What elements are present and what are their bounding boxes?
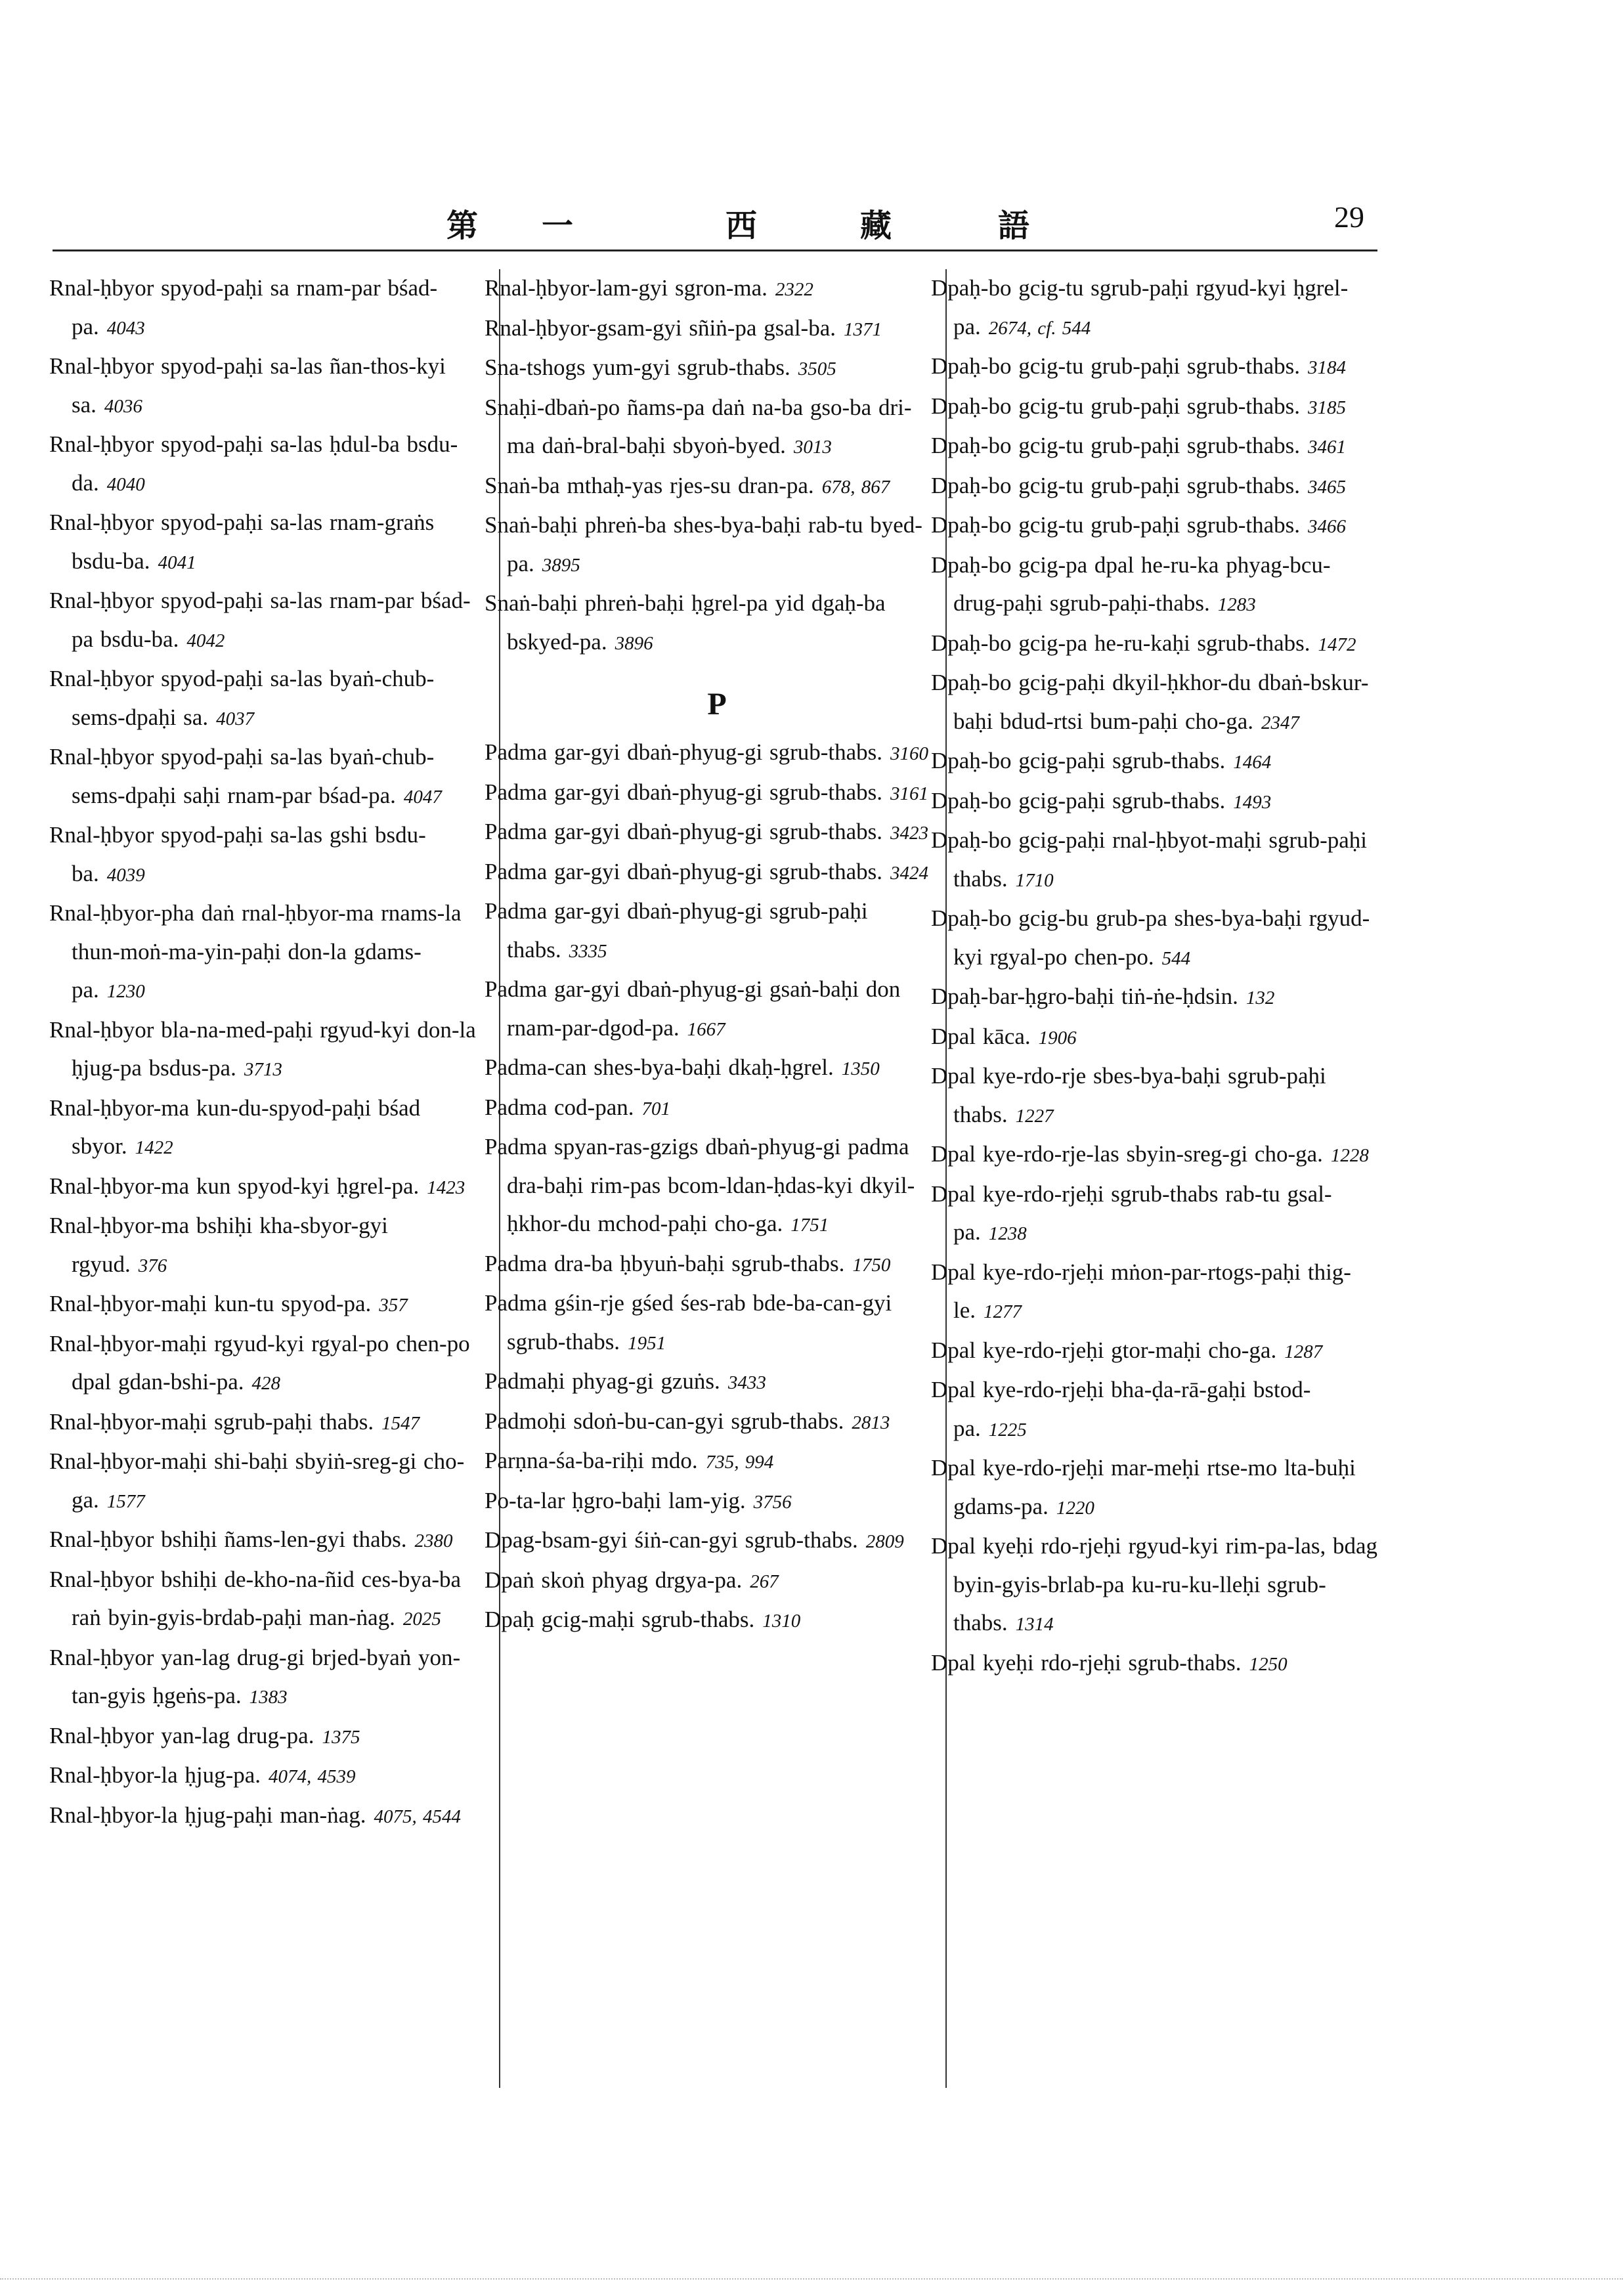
entry-reference-number: 1493 <box>1233 791 1272 813</box>
entry-reference-number: 3895 <box>542 554 580 576</box>
entry-reference-number: 3756 <box>753 1491 792 1513</box>
entry-reference-number: 3465 <box>1307 476 1346 498</box>
entry-title: Padma gar-gyi dbaṅ-phyug-gi sgrub-thabs. <box>485 739 883 765</box>
entry-reference-number: 1220 <box>1056 1497 1094 1519</box>
index-entry <box>485 1442 934 1482</box>
entry-reference-number: 428 <box>251 1373 280 1394</box>
entry-reference-number: 4042 <box>186 630 225 651</box>
index-entry <box>931 1018 1380 1058</box>
index-entry <box>485 733 934 773</box>
page-number: 29 <box>1334 200 1364 234</box>
index-entry <box>49 1796 483 1836</box>
index-entry <box>49 347 483 425</box>
running-head-char: 第 <box>446 207 479 244</box>
entry-title: Dpaḥ-bo gcig-tu grub-paḥi sgrub-thabs. <box>931 512 1300 538</box>
running-head-char: 西 <box>725 207 758 244</box>
index-entry <box>485 1089 934 1129</box>
index-entry <box>931 1644 1380 1684</box>
entry-reference-number: 4037 <box>216 708 255 729</box>
index-entry <box>49 1717 483 1757</box>
entry-title: Rnal-ḥbyor bshiḥi de-kho-na-ñid ces-bya-ba raṅ byin-gyis-brdab-paḥi man-ṅag. <box>49 1566 462 1630</box>
entry-title: Dpaḥ-bo gcig-tu sgrub-paḥi rgyud-kyi ḥgrel-pa. <box>931 275 1349 339</box>
entry-reference-number: 3161 <box>890 783 929 804</box>
scan-edge-dots <box>0 2278 1623 2281</box>
index-entry <box>931 742 1380 782</box>
index-column-3 <box>931 269 1380 2088</box>
index-entry <box>931 1371 1380 1449</box>
entry-title: Padma spyan-ras-gzigs dbaṅ-phyug-gi padma dra-baḥi rim-pas bcom-ldan-ḥdas-kyi dkyil-ḥkhor-du mchod-paḥi cho-ga. <box>485 1134 915 1236</box>
entry-reference-number: 2813 <box>852 1412 890 1433</box>
index-entry <box>485 389 934 467</box>
index-entry <box>931 1135 1380 1175</box>
entry-reference-number: 735, 994 <box>705 1452 774 1473</box>
entry-title: Rnal-ḥbyor-pha daṅ rnal-ḥbyor-ma rnams-la thun-moṅ-ma-yin-paḥi don-la gdams-pa. <box>49 900 462 1003</box>
entry-title: Padma-can shes-bya-baḥi dkaḥ-ḥgrel. <box>485 1054 834 1080</box>
entry-reference-number: 3433 <box>727 1372 766 1393</box>
index-entry <box>49 1089 483 1167</box>
entry-title: Rnal-ḥbyor spyod-paḥi sa-las ñan-thos-kyi sa. <box>49 353 446 418</box>
index-entry <box>49 1442 483 1521</box>
entry-title: Padmoḥi sdoṅ-bu-can-gyi sgrub-thabs. <box>485 1408 844 1434</box>
entry-reference-number: 1371 <box>843 318 882 340</box>
entry-reference-number: 1287 <box>1284 1341 1323 1362</box>
entry-title: Rnal-ḥbyor-ma kun spyod-kyi ḥgrel-pa. <box>49 1173 420 1199</box>
index-entry <box>49 1756 483 1796</box>
index-column-1 <box>49 269 483 2088</box>
entry-reference-number: 132 <box>1245 987 1275 1008</box>
index-entry <box>485 269 934 309</box>
entry-title: Padma dra-ba ḥbyuṅ-baḥi sgrub-thabs. <box>485 1250 845 1276</box>
index-entry <box>931 546 1380 624</box>
entry-title: Padma gar-gyi dbaṅ-phyug-gi sgrub-thabs. <box>485 819 883 844</box>
index-entry <box>485 1561 934 1601</box>
entry-title: Dpaḥ-bo gcig-tu grub-paḥi sgrub-thabs. <box>931 472 1300 498</box>
index-entry <box>49 582 483 660</box>
index-entry <box>49 1285 483 1325</box>
entry-title: Rnal-ḥbyor-maḥi sgrub-paḥi thabs. <box>49 1408 374 1435</box>
entry-reference-number: 1547 <box>381 1412 420 1434</box>
entry-reference-number: 1577 <box>106 1490 145 1512</box>
entry-title: Rnal-ḥbyor-lam-gyi sgron-ma. <box>485 275 768 301</box>
entry-reference-number: 3013 <box>793 437 832 458</box>
entry-title: Rnal-ḥbyor yan-lag drug-pa. <box>49 1722 314 1748</box>
entry-title: Padma cod-pan. <box>485 1094 634 1120</box>
index-entry <box>49 504 483 582</box>
entry-reference-number: 3896 <box>615 632 653 654</box>
entry-title: Rnal-ḥbyor-gsam-gyi sñiṅ-pa gsal-ba. <box>485 314 836 341</box>
entry-title: Po-ta-lar ḥgro-baḥi lam-yig. <box>485 1487 746 1513</box>
entry-title: Dpaḥ-bo gcig-paḥi sgrub-thabs. <box>931 787 1226 813</box>
index-entry <box>485 1245 934 1285</box>
index-column-2 <box>485 269 934 2088</box>
entry-title: Rnal-ḥbyor-la ḥjug-pa. <box>49 1762 261 1788</box>
entry-reference-number: 4040 <box>106 473 145 495</box>
index-entry <box>49 269 483 347</box>
index-entry <box>49 1403 483 1443</box>
index-entry <box>931 821 1380 899</box>
index-entry <box>485 1128 934 1245</box>
index-entry <box>931 467 1380 507</box>
entry-title: Dpag-bsam-gyi śiṅ-can-gyi sgrub-thabs. <box>485 1527 858 1553</box>
index-entry <box>49 660 483 738</box>
entry-title: Dpaḥ-bo gcig-tu grub-paḥi sgrub-thabs. <box>931 353 1300 379</box>
entry-title: Rnal-ḥbyor spyod-paḥi sa-las byaṅ-chub-sems-dpaḥi saḥi rnam-par bśad-pa. <box>49 744 435 808</box>
entry-reference-number: 3185 <box>1307 397 1346 418</box>
entry-title: Rnal-ḥbyor bla-na-med-paḥi rgyud-kyi don-la ḥjug-pa bsdus-pa. <box>49 1016 476 1081</box>
index-entry <box>931 1253 1380 1332</box>
entry-reference-number: 1277 <box>984 1301 1022 1322</box>
entry-title: Dpal kyeḥi rdo-rjeḥi rgyud-kyi rim-pa-las, bdag byin-gyis-brlab-pa ku-ru-ku-lleḥi sgrub-thabs. <box>931 1533 1378 1635</box>
entry-reference-number: 1283 <box>1217 594 1256 615</box>
entry-reference-number: 1227 <box>1015 1105 1054 1127</box>
entry-title: Dpal kye-rdo-rje sbes-bya-baḥi sgrub-paḥi thabs. <box>931 1063 1326 1127</box>
entry-reference-number: 4036 <box>104 395 142 417</box>
index-entry <box>931 269 1380 347</box>
running-head-char: 藏 <box>860 207 892 244</box>
entry-reference-number: 3335 <box>569 940 607 962</box>
entry-reference-number: 1464 <box>1233 752 1272 773</box>
entry-title: Dpaḥ-bo gcig-bu grub-pa shes-bya-baḥi rgyud-kyi rgyal-po chen-po. <box>931 905 1370 970</box>
index-entry <box>931 624 1380 664</box>
entry-title: Rnal-ḥbyor spyod-paḥi sa-las byaṅ-chub-sems-dpaḥi sa. <box>49 666 435 730</box>
entry-title: Dpaḥ-bo gcig-paḥi rnal-ḥbyot-maḥi sgrub-paḥi thabs. <box>931 827 1368 892</box>
index-entry <box>49 1167 483 1207</box>
entry-reference-number: 357 <box>379 1295 408 1316</box>
entry-title: Rnal-ḥbyor-la ḥjug-paḥi man-ṅag. <box>49 1802 366 1828</box>
entry-reference-number: 544 <box>1161 947 1191 969</box>
entry-title: Padma gar-gyi dbaṅ-phyug-gi gsaṅ-baḥi don rnam-par-dgod-pa. <box>485 976 901 1041</box>
entry-title: Rnal-ḥbyor-maḥi shi-baḥi sbyiṅ-sreg-gi cho-ga. <box>49 1448 465 1513</box>
entry-reference-number: 3466 <box>1307 516 1346 537</box>
entry-title: Dpal kye-rdo-rjeḥi mṅon-par-rtogs-paḥi thig-le. <box>931 1259 1351 1323</box>
entry-reference-number: 2347 <box>1261 712 1300 733</box>
entry-reference-number: 1951 <box>628 1332 666 1354</box>
entry-title: Dpaṅ skoṅ phyag drgya-pa. <box>485 1567 743 1593</box>
entry-title: Rnal-ḥbyor-ma bshiḥi kha-sbyor-gyi rgyud. <box>49 1213 388 1277</box>
entry-reference-number: 1314 <box>1015 1614 1054 1635</box>
entry-reference-number: 2025 <box>402 1609 441 1630</box>
entry-reference-number: 4075, 4544 <box>374 1806 461 1827</box>
entry-reference-number: 1238 <box>988 1223 1027 1244</box>
entry-reference-number: 1230 <box>106 981 145 1002</box>
entry-title: Snaḥi-dbaṅ-po ñams-pa daṅ na-ba gso-ba dri-ma daṅ-bral-baḥi sbyoṅ-byed. <box>485 394 912 458</box>
index-entry <box>931 664 1380 742</box>
entry-title: Sna-tshogs yum-gyi sgrub-thabs. <box>485 355 790 380</box>
index-entry <box>485 1284 934 1362</box>
entry-title: Dpal kye-rdo-rjeḥi gtor-maḥi cho-ga. <box>931 1337 1277 1363</box>
index-entry <box>49 816 483 894</box>
section-letter: P <box>707 687 727 722</box>
entry-reference-number: 4047 <box>403 786 442 808</box>
entry-title: Dpal kye-rdo-rjeḥi sgrub-thabs rab-tu gsal-pa. <box>931 1180 1332 1245</box>
index-entry <box>485 309 934 349</box>
entry-title: Snaṅ-baḥi phreṅ-baḥi ḥgrel-pa yid dgaḥ-ba bskyed-pa. <box>485 590 886 655</box>
entry-title: Rnal-ḥbyor spyod-paḥi sa-las gshi bsdu-ba. <box>49 822 426 886</box>
index-entry <box>49 1011 483 1089</box>
running-head-char: 語 <box>998 207 1030 244</box>
entry-title: Rnal-ḥbyor-maḥi rgyud-kyi rgyal-po chen-po dpal gdan-bshi-pa. <box>49 1330 470 1395</box>
index-entry <box>931 427 1380 467</box>
index-entry <box>931 1332 1380 1372</box>
entry-reference-number: 1667 <box>687 1018 725 1040</box>
index-entry <box>485 584 934 662</box>
index-entry <box>485 1402 934 1442</box>
index-entry <box>931 506 1380 546</box>
index-entry <box>931 347 1380 387</box>
entry-title: Dpaḥ-bo gcig-pa he-ru-kaḥi sgrub-thabs. <box>931 630 1310 656</box>
entry-title: Snaṅ-baḥi phreṅ-ba shes-bya-baḥi rab-tu byed-pa. <box>485 512 922 576</box>
index-entry <box>485 1521 934 1561</box>
index-entry <box>49 425 483 504</box>
index-entry <box>49 738 483 816</box>
entry-title: Dpal kye-rdo-rjeḥi bha-ḍa-rā-gaḥi bstod-pa. <box>931 1377 1311 1441</box>
entry-reference-number: 1423 <box>427 1177 465 1198</box>
entry-reference-number: 1422 <box>135 1137 173 1158</box>
entry-title: Rnal-ḥbyor spyod-paḥi sa-las rnam-graṅs bsdu-ba. <box>49 509 435 574</box>
entry-title: Dpal kye-rdo-rje-las sbyin-sreg-gi cho-ga. <box>931 1141 1323 1167</box>
entry-title: Dpaḥ-bar-ḥgro-baḥi tiṅ-ṅe-ḥdsin. <box>931 984 1238 1009</box>
index-entry <box>485 813 934 853</box>
entry-title: Rnal-ḥbyor bshiḥi ñams-len-gyi thabs. <box>49 1527 407 1552</box>
entry-reference-number: 1906 <box>1038 1027 1077 1049</box>
index-entry <box>485 970 934 1049</box>
entry-title: Padmaḥi phyag-gi gzuṅs. <box>485 1368 720 1394</box>
entry-title: Dpal kāca. <box>931 1023 1031 1049</box>
index-entry <box>49 894 483 1011</box>
entry-reference-number: 267 <box>750 1570 779 1592</box>
entry-reference-number: 678, 867 <box>821 476 890 498</box>
entry-reference-number: 1228 <box>1330 1145 1369 1166</box>
entry-reference-number: 3713 <box>244 1059 282 1080</box>
entry-reference-number: 4041 <box>158 552 196 573</box>
entry-reference-number: 1472 <box>1318 634 1356 655</box>
entry-title: Padma gar-gyi dbaṅ-phyug-gi sgrub-paḥi thabs. <box>485 898 868 963</box>
entry-reference-number: 2380 <box>414 1530 453 1551</box>
entry-title: Parṇna-śa-ba-riḥi mdo. <box>485 1448 698 1473</box>
entry-reference-number: 1750 <box>852 1254 891 1276</box>
entry-title: Dpal kye-rdo-rjeḥi mar-meḥi rtse-mo lta-buḥi gdams-pa. <box>931 1455 1356 1519</box>
entry-reference-number: 701 <box>641 1098 670 1119</box>
entry-reference-number: 1710 <box>1015 869 1054 891</box>
entry-reference-number: 1751 <box>790 1215 829 1236</box>
entry-title: Rnal-ḥbyor-maḥi kun-tu spyod-pa. <box>49 1291 372 1316</box>
index-entry <box>485 853 934 893</box>
entry-title: Rnal-ḥbyor spyod-paḥi sa-las rnam-par bśad-pa bsdu-ba. <box>49 588 471 652</box>
index-entry <box>49 1325 483 1403</box>
index-entry <box>931 899 1380 978</box>
index-entry <box>49 1639 483 1717</box>
running-head <box>446 197 1037 243</box>
entry-title: Padma gar-gyi dbaṅ-phyug-gi sgrub-thabs. <box>485 779 883 805</box>
index-entry <box>931 1449 1380 1527</box>
index-entry <box>485 892 934 970</box>
index-entry <box>931 1527 1380 1644</box>
index-entry <box>931 1175 1380 1253</box>
running-head-char: 一 <box>542 207 574 244</box>
entry-title: Rnal-ḥbyor-ma kun-du-spyod-paḥi bśad sbyor. <box>49 1094 421 1159</box>
index-entry <box>49 1521 483 1561</box>
entry-title: Dpaḥ-bo gcig-tu grub-paḥi sgrub-thabs. <box>931 393 1300 419</box>
entry-reference-number: 4043 <box>106 317 145 339</box>
index-entry <box>931 387 1380 427</box>
entry-reference-number: 2322 <box>775 279 813 300</box>
entry-reference-number: 1310 <box>762 1611 801 1632</box>
entry-reference-number: 4074, 4539 <box>269 1766 356 1787</box>
index-entry <box>931 1057 1380 1135</box>
entry-title: Snaṅ-ba mthaḥ-yas rjes-su dran-pa. <box>485 472 814 498</box>
entry-reference-number: 3184 <box>1307 357 1346 378</box>
entry-reference-number: 3160 <box>890 743 929 764</box>
entry-reference-number: 3505 <box>798 358 836 379</box>
index-entry <box>49 1561 483 1639</box>
entry-title: Dpaḥ-bo gcig-tu grub-paḥi sgrub-thabs. <box>931 433 1300 458</box>
entry-title: Dpaḥ-bo gcig-paḥi sgrub-thabs. <box>931 748 1226 773</box>
index-entry <box>485 1601 934 1641</box>
index-entry <box>485 506 934 584</box>
entry-title: Rnal-ḥbyor spyod-paḥi sa-las ḥdul-ba bsdu-da. <box>49 431 458 496</box>
entry-reference-number: 1250 <box>1249 1653 1288 1675</box>
entry-reference-number: 2809 <box>865 1531 904 1552</box>
entry-title: Padma gśin-rje gśed śes-rab bde-ba-can-gyi sgrub-thabs. <box>485 1290 892 1354</box>
entry-reference-number: 376 <box>138 1255 167 1276</box>
index-entry <box>485 1049 934 1089</box>
index-entry <box>485 1362 934 1402</box>
index-entry <box>49 1207 483 1285</box>
index-entry <box>931 978 1380 1018</box>
entry-reference-number: 4039 <box>106 864 145 886</box>
index-entry <box>485 349 934 389</box>
entry-title: Padma gar-gyi dbaṅ-phyug-gi sgrub-thabs. <box>485 858 883 884</box>
index-entry <box>485 1482 934 1522</box>
entry-reference-number: 3423 <box>890 823 929 844</box>
entry-reference-number: 2674, cf. 544 <box>988 317 1091 339</box>
entry-title: Dpaḥ gcig-maḥi sgrub-thabs. <box>485 1607 755 1632</box>
entry-title: Dpaḥ-bo gcig-pa dpal he-ru-ka phyag-bcu-drug-paḥi sgrub-paḥi-thabs. <box>931 552 1331 616</box>
entry-reference-number: 1225 <box>988 1419 1027 1440</box>
entry-reference-number: 1350 <box>841 1058 880 1079</box>
index-entry <box>485 467 934 507</box>
index-entry <box>485 773 934 813</box>
entry-reference-number: 1375 <box>322 1726 360 1748</box>
entry-title: Rnal-ḥbyor yan-lag drug-gi brjed-byaṅ yon-tan-gyis ḥgeṅs-pa. <box>49 1644 461 1708</box>
page-header <box>53 197 1377 251</box>
entry-title: Dpaḥ-bo gcig-paḥi dkyil-ḥkhor-du dbaṅ-bskur-baḥi bdud-rtsi bum-paḥi cho-ga. <box>931 670 1369 734</box>
entry-reference-number: 3424 <box>890 862 929 884</box>
entry-reference-number: 3461 <box>1307 437 1346 458</box>
entry-reference-number: 1383 <box>249 1687 288 1708</box>
entry-title: Dpal kyeḥi rdo-rjeḥi sgrub-thabs. <box>931 1649 1242 1676</box>
entry-title: Rnal-ḥbyor spyod-paḥi sa rnam-par bśad-pa. <box>49 275 438 339</box>
index-entry <box>931 782 1380 822</box>
